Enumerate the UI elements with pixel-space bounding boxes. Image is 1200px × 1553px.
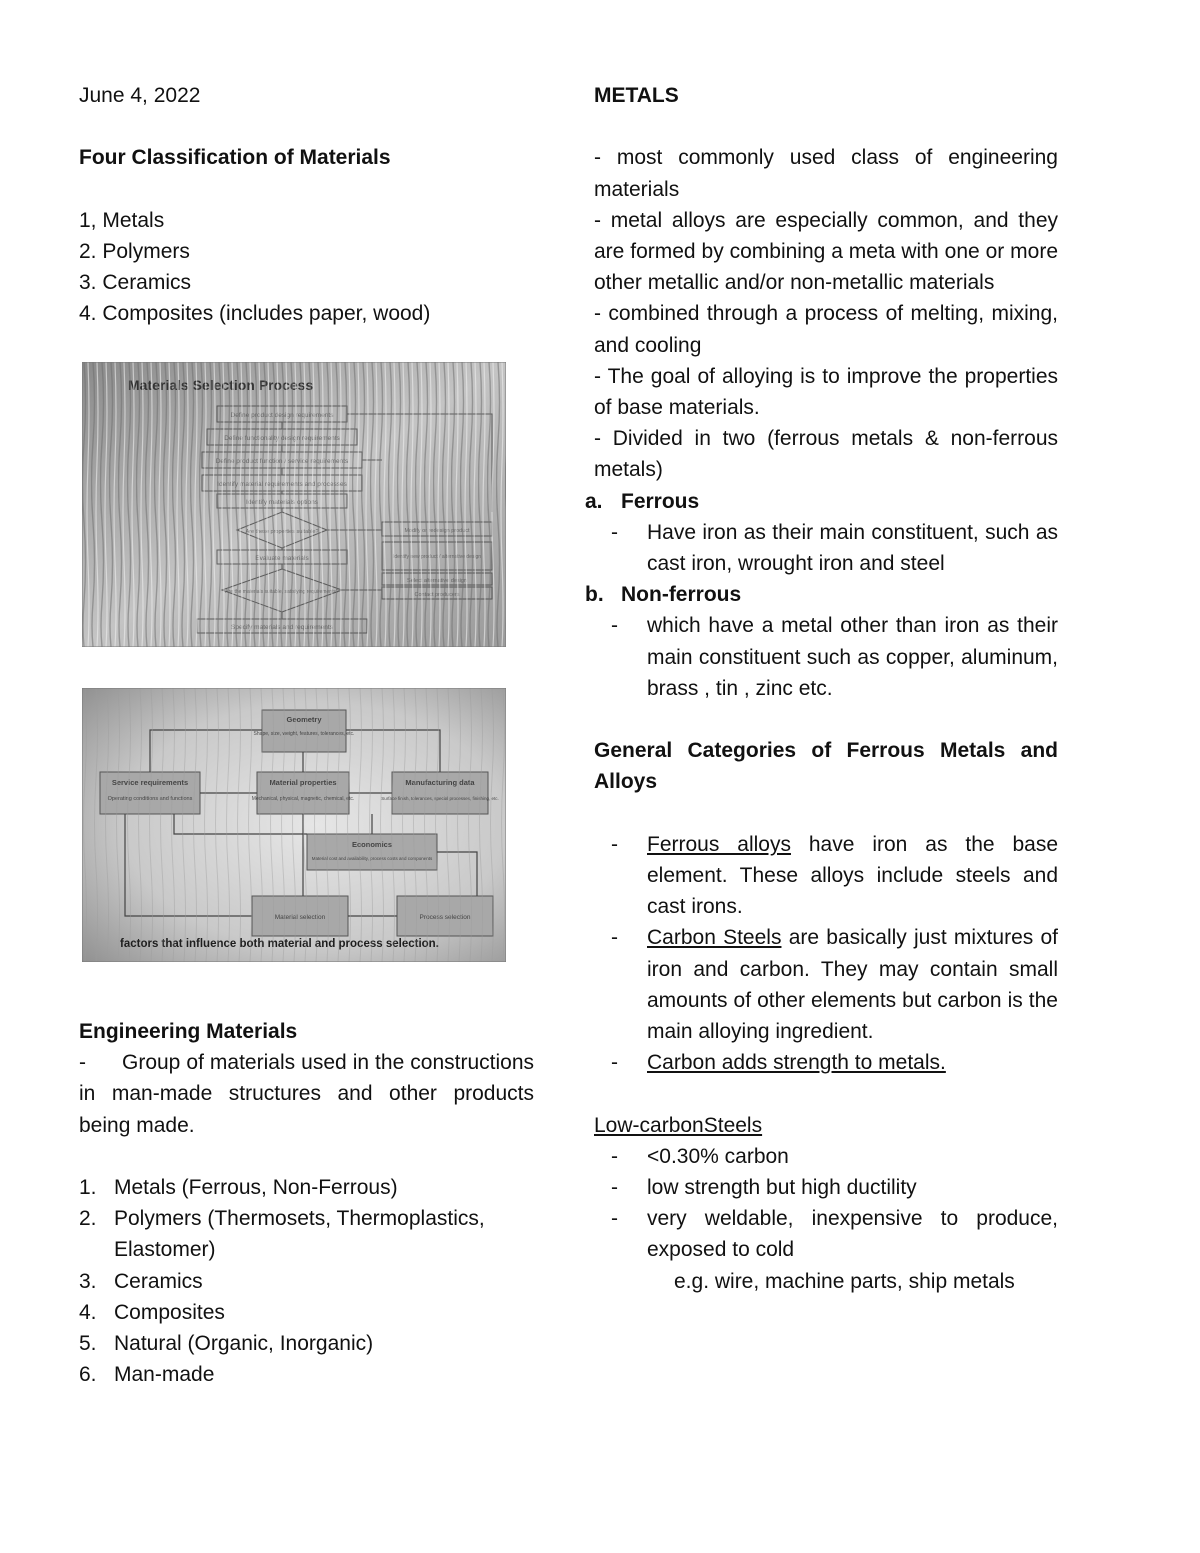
- selection-factors-photo: [82, 688, 506, 962]
- metals-title: METALS: [594, 84, 679, 107]
- categories-title: General Categories of Ferrous Metals and Alloys: [594, 739, 1058, 794]
- list-item: - Carbon Steels are basically just mixtures of iron and carbon. They may contain small amounts of other elements but carbon is the main alloying ingredient.: [594, 922, 1058, 1047]
- list-item: - <0.30% carbon: [594, 1141, 1058, 1172]
- ferrous-list: [594, 517, 1058, 579]
- classification-item: 3. Ceramics: [79, 271, 192, 295]
- nonferrous-list: [594, 610, 1058, 704]
- classification-item: 1, Metals: [79, 208, 165, 232]
- document-date: June 4, 2022: [79, 84, 201, 107]
- ferrous-heading: a. Ferrous: [585, 489, 700, 513]
- lowcarbon-list: [594, 1141, 1058, 1266]
- list-item: 4. Composites: [79, 1300, 225, 1324]
- nonferrous-heading: b. Non-ferrous: [585, 583, 742, 607]
- metals-point: - Divided in two (ferrous metals & non-ferrous metals): [594, 427, 1058, 482]
- list-item: - Carbon adds strength to metals.: [594, 1047, 1058, 1078]
- classification-item: 4. Composites (includes paper, wood): [79, 302, 431, 326]
- metals-point: - metal alloys are especially common, and they are formed by combining a meta with one or more other metallic and/or non-metallic materials: [594, 208, 1058, 295]
- engineering-section: [79, 1016, 534, 1390]
- metals-point: - combined through a process of melting, mixing, and cooling: [594, 302, 1058, 357]
- list-item: 5. Natural (Organic, Inorganic): [79, 1332, 374, 1356]
- left-column: [79, 80, 534, 1387]
- list-item: - which have a metal other than iron as their main constituent such as copper, aluminum, brass , tin , zinc etc.: [594, 610, 1058, 704]
- list-item: 2. Polymers (Thermosets, Thermoplastics, Elastomer): [79, 1207, 485, 1262]
- metals-point: - The goal of alloying is to improve the properties of base materials.: [594, 364, 1058, 420]
- list-item: - Ferrous alloys have iron as the base element. These alloys include steels and cast irons.: [594, 829, 1058, 923]
- list-item: 3. Ceramics: [79, 1269, 203, 1293]
- classification-item: 2. Polymers: [79, 239, 190, 263]
- categories-list: [594, 829, 1058, 1079]
- materials-selection-process-photo: [82, 362, 506, 647]
- engineering-description: [79, 1047, 534, 1141]
- list-item: 1. Metals (Ferrous, Non-Ferrous): [79, 1176, 398, 1199]
- classification-title: Four Classification of Materials: [79, 146, 391, 170]
- list-item: - very weldable, inexpensive to produce, exposed to cold: [594, 1203, 1058, 1265]
- engineering-list: [79, 1172, 534, 1390]
- lowcarbon-title: Low-carbonSteels: [594, 1113, 763, 1137]
- engineering-title: Engineering Materials: [79, 1020, 298, 1043]
- list-item: 6. Man-made: [79, 1363, 215, 1387]
- engineering-dash: -: [79, 1051, 86, 1075]
- list-item: - low strength but high ductility: [594, 1172, 1058, 1203]
- list-item: - Have iron as their main constituent, such as cast iron, wrought iron and steel: [594, 517, 1058, 579]
- metals-point: - most commonly used class of engineering materials: [594, 146, 1058, 201]
- engineering-description-text: Group of materials used in the constructions in man-made structures and other products being made.: [79, 1051, 534, 1137]
- lowcarbon-example: e.g. wire, machine parts, ship metals: [674, 1269, 1015, 1293]
- right-column: [585, 80, 1058, 1297]
